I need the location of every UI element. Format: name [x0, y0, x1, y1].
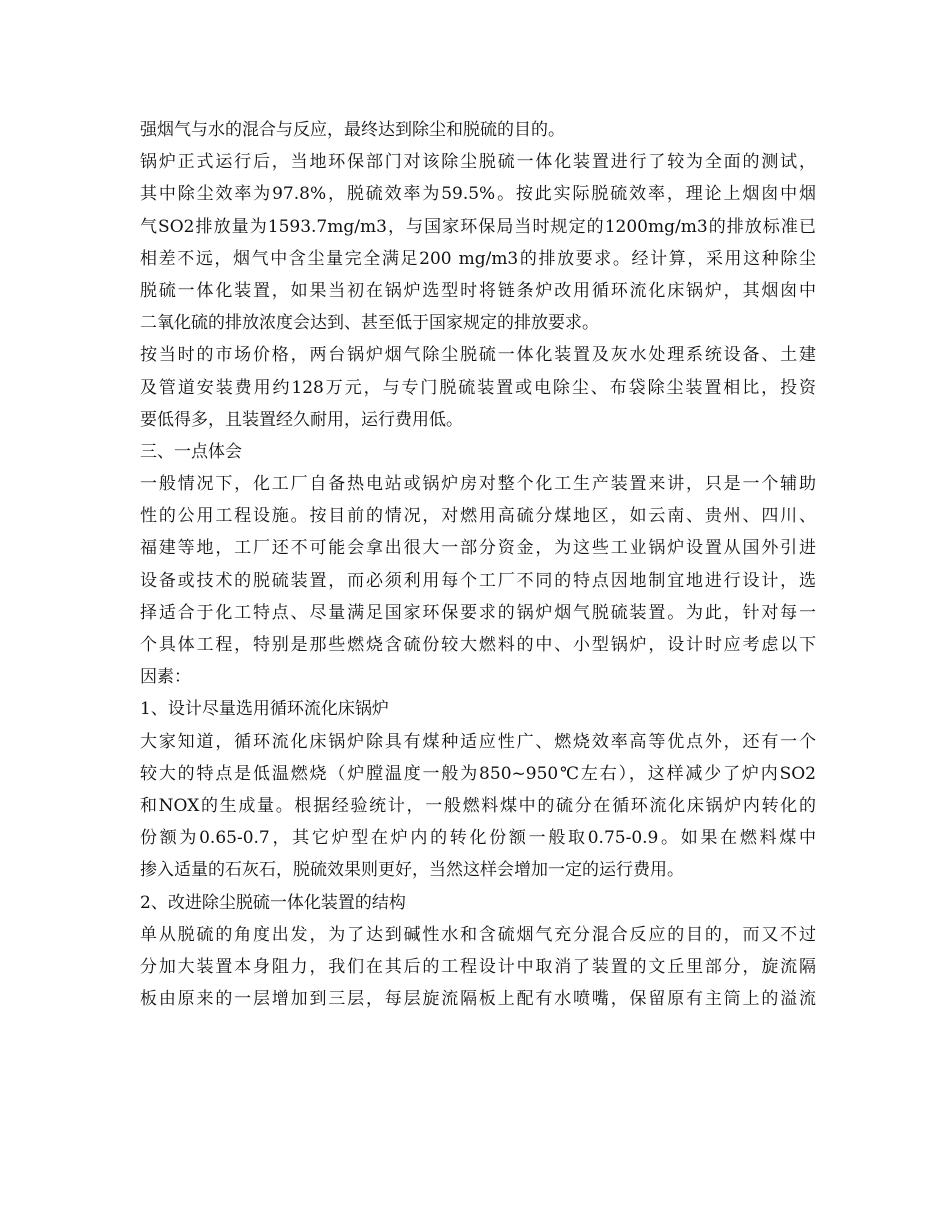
- text-line: 2、改进除尘脱硫一体化装置的结构: [140, 892, 406, 913]
- text-line: 因素：: [140, 667, 191, 688]
- text-line: 三、一点体会: [140, 441, 242, 462]
- text-line: 个具体工程，特别是那些燃烧含硫份较大燃料的中、小型锅炉，设计时应考虑以下: [140, 635, 816, 655]
- text-line: 强烟气与水的混合与反应，最终达到除尘和脱硫的目的。: [140, 120, 565, 140]
- text-line: 按当时的市场价格，两台锅炉烟气除尘脱硫一体化装置及灰水处理系统设备、土建: [140, 345, 816, 366]
- text-line: 分加大装置本身阻力，我们在其后的工程设计中取消了装置的文丘里部分，旋流隔: [140, 956, 816, 977]
- text-line: 一般情况下，化工厂自备热电站或锅炉房对整个化工生产装置来讲，只是一个辅助: [140, 474, 816, 495]
- text-line: 板由原来的一层增加到三层，每层旋流隔板上配有水喷嘴，保留原有主筒上的溢流: [140, 989, 816, 1010]
- text-line: 单从脱硫的角度出发，为了达到碱性水和含硫烟气充分混合反应的目的，而又不过: [140, 924, 816, 945]
- text-line: 性的公用工程设施。按目前的情况，对燃用高硫分煤地区，如云南、贵州、四川、: [140, 506, 816, 527]
- text-line: 掺入适量的石灰石，脱硫效果则更好，当然这样会增加一定的运行费用。: [140, 860, 684, 881]
- text-line: 择适合于化工特点、尽量满足国家环保要求的锅炉烟气脱硫装置。为此，针对每一: [140, 602, 816, 623]
- text-line: 设备或技术的脱硫装置，而必须利用每个工厂不同的特点因地制宜地进行设计，选: [140, 570, 816, 591]
- text-line: 脱硫一体化装置，如果当初在锅炉选型时将链条炉改用循环流化床锅炉，其烟囱中: [140, 280, 816, 301]
- text-line: 气SO2排放量为1593.7mg/m3，与国家环保局当时规定的1200mg/m3的排放标准已: [140, 216, 816, 237]
- document-page: [140, 114, 816, 1015]
- text-line: 福建等地，工厂还不可能会拿出很大一部分资金，为这些工业锅炉设置从国外引进: [140, 538, 816, 559]
- text-line: 及管道安装费用约128万元，与专门脱硫装置或电除尘、布袋除尘装置相比，投资: [140, 377, 816, 398]
- text-line: 较大的特点是低温燃烧（炉膛温度一般为850~950℃左右），这样减少了炉内SO2: [140, 763, 816, 784]
- text-line: 和NOX的生成量。根据经验统计，一般燃料煤中的硫分在循环流化床锅炉内转化的: [140, 795, 816, 816]
- text-line: 二氧化硫的排放浓度会达到、甚至低于国家规定的排放要求。: [140, 313, 599, 334]
- text-line: 大家知道，循环流化床锅炉除具有煤种适应性广、燃烧效率高等优点外，还有一个: [140, 731, 816, 752]
- text-line: 其中除尘效率为97.8%，脱硫效率为59.5%。按此实际脱硫效率，理论上烟囱中烟: [140, 184, 816, 205]
- text-line: 锅炉正式运行后，当地环保部门对该除尘脱硫一体化装置进行了较为全面的测试，: [140, 152, 816, 173]
- text-line: 1、设计尽量选用循环流化床锅炉: [140, 699, 389, 720]
- text-line: 相差不远，烟气中含尘量完全满足200 mg/m3的排放要求。经计算，采用这种除尘: [140, 248, 816, 269]
- text-line: 要低得多，且装置经久耐用，运行费用低。: [140, 409, 463, 430]
- text-line: 份额为0.65-0.7，其它炉型在炉内的转化份额一般取0.75-0.9。如果在燃料煤中: [140, 828, 816, 849]
